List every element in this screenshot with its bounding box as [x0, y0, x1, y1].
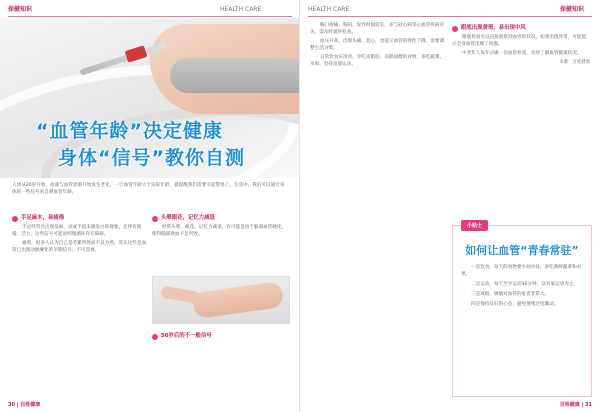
bullet-icon: [152, 216, 158, 222]
bullet-icon: [452, 26, 458, 32]
intro-text: 人体从20岁开始，血液与血管逐渐开始发生老化。一旦血管年龄大于实际年龄，就提醒我们需要引起警惕了。生活中，我们可以通过身体的一些信号来自测血管年龄。: [12, 183, 285, 195]
sidebar-paragraph: 二是运动，每天至少运动30分钟，以有氧运动为主。: [471, 282, 578, 287]
subhead-3: [152, 333, 288, 340]
right-column-1: [310, 22, 446, 70]
arm-photo: [152, 276, 290, 324]
sidebar-title: 如何让血管“青春常驻”: [465, 244, 579, 257]
right-header-magazine: HEALTH CARE: [308, 6, 350, 13]
tips-sidebar: [452, 225, 592, 397]
sidebar-paragraph: 一是饮食，每天的食物要少油少盐，多吃新鲜蔬菜和水果。: [461, 265, 582, 277]
subhead-right-text: 眼底出现黄斑，易出现中风: [461, 25, 526, 31]
subhead-right: [452, 25, 590, 32]
subhead-1-text: 手足麻木，易疲倦: [21, 215, 65, 221]
page-title-line1: “血管年龄”决定健康: [36, 120, 223, 142]
left-header-line: [8, 16, 292, 17]
sidebar-paragraph: 四是保持良好的心态，避免情绪过度激动。: [471, 302, 559, 307]
hero-image: [0, 18, 300, 178]
paragraph: 日常饮食应清淡，少吃高脂肪、高胆固醇的食物，多吃蔬菜、水果，坚持适量运动。: [310, 55, 445, 67]
paragraph: 胸口疼痛、胸闷，发作时间较长，多与冠心病等心血管疾病有关，需及时就医检查。: [310, 23, 445, 35]
left-footer: 30 | 百姓健康: [8, 402, 41, 408]
bullet-icon: [12, 216, 18, 222]
subhead-2-text: 头晕眼花，记忆力减退: [161, 215, 215, 221]
paragraph: 手足经常会出现发麻、凉或手指末端发白的现象，还伴有疲倦、乏力，这些信号可能说明微循环存在障碍。: [12, 225, 142, 237]
sidebar-tag: 小贴士: [461, 220, 488, 231]
hero-needle-cap: [125, 45, 148, 63]
paragraph: 血压升高，出现头痛、恶心，也提示血管的弹性下降，需要调整生活习惯。: [310, 39, 445, 51]
right-header-line: [308, 16, 592, 17]
hero-cuff: [170, 58, 300, 93]
paragraph: 眼底检查可以直接观察到血管的状况，如果出现异常，可能提示全身血管出现了问题。: [452, 35, 587, 47]
left-column-1: [12, 212, 148, 256]
bullet-icon: [152, 334, 158, 340]
left-column-2b: [152, 330, 288, 342]
source-note: 来源：百姓健康: [559, 60, 590, 65]
right-footer: 百姓健康 | 31: [559, 402, 592, 408]
right-column-2: [452, 22, 590, 66]
sidebar-paragraph: 三是戒烟，吸烟对血管的危害非常大。: [471, 292, 550, 297]
photo-arm: [192, 281, 285, 319]
left-column-2: [152, 212, 288, 240]
paragraph: 经常头晕、眼花、记忆力减退，有可能是由于脑部血管硬化，使得脑部供血不足所致。: [152, 225, 287, 237]
subhead-1: [12, 215, 148, 222]
sidebar-text: [453, 264, 591, 308]
left-header-section: 保健知识: [8, 6, 33, 13]
paragraph: 通常，很多人认为自己是劳累所致而不以为然，其实这些是血管已出现动脉硬化的早期信号，不可忽视。: [12, 241, 147, 253]
subhead-2: [152, 215, 288, 222]
photo-finger: [160, 286, 201, 305]
subhead-3-text: 50岁后的不一般信号: [161, 333, 212, 339]
paragraph: 中老年人每年应做一次血管检查，及时了解血管健康状况。: [462, 51, 582, 56]
left-header-magazine: HEALTH CARE: [220, 6, 262, 13]
right-page: [300, 0, 600, 412]
right-header-section: 保健知识: [560, 6, 585, 13]
page-title-line2: 身体“信号”教你自测: [58, 147, 245, 169]
